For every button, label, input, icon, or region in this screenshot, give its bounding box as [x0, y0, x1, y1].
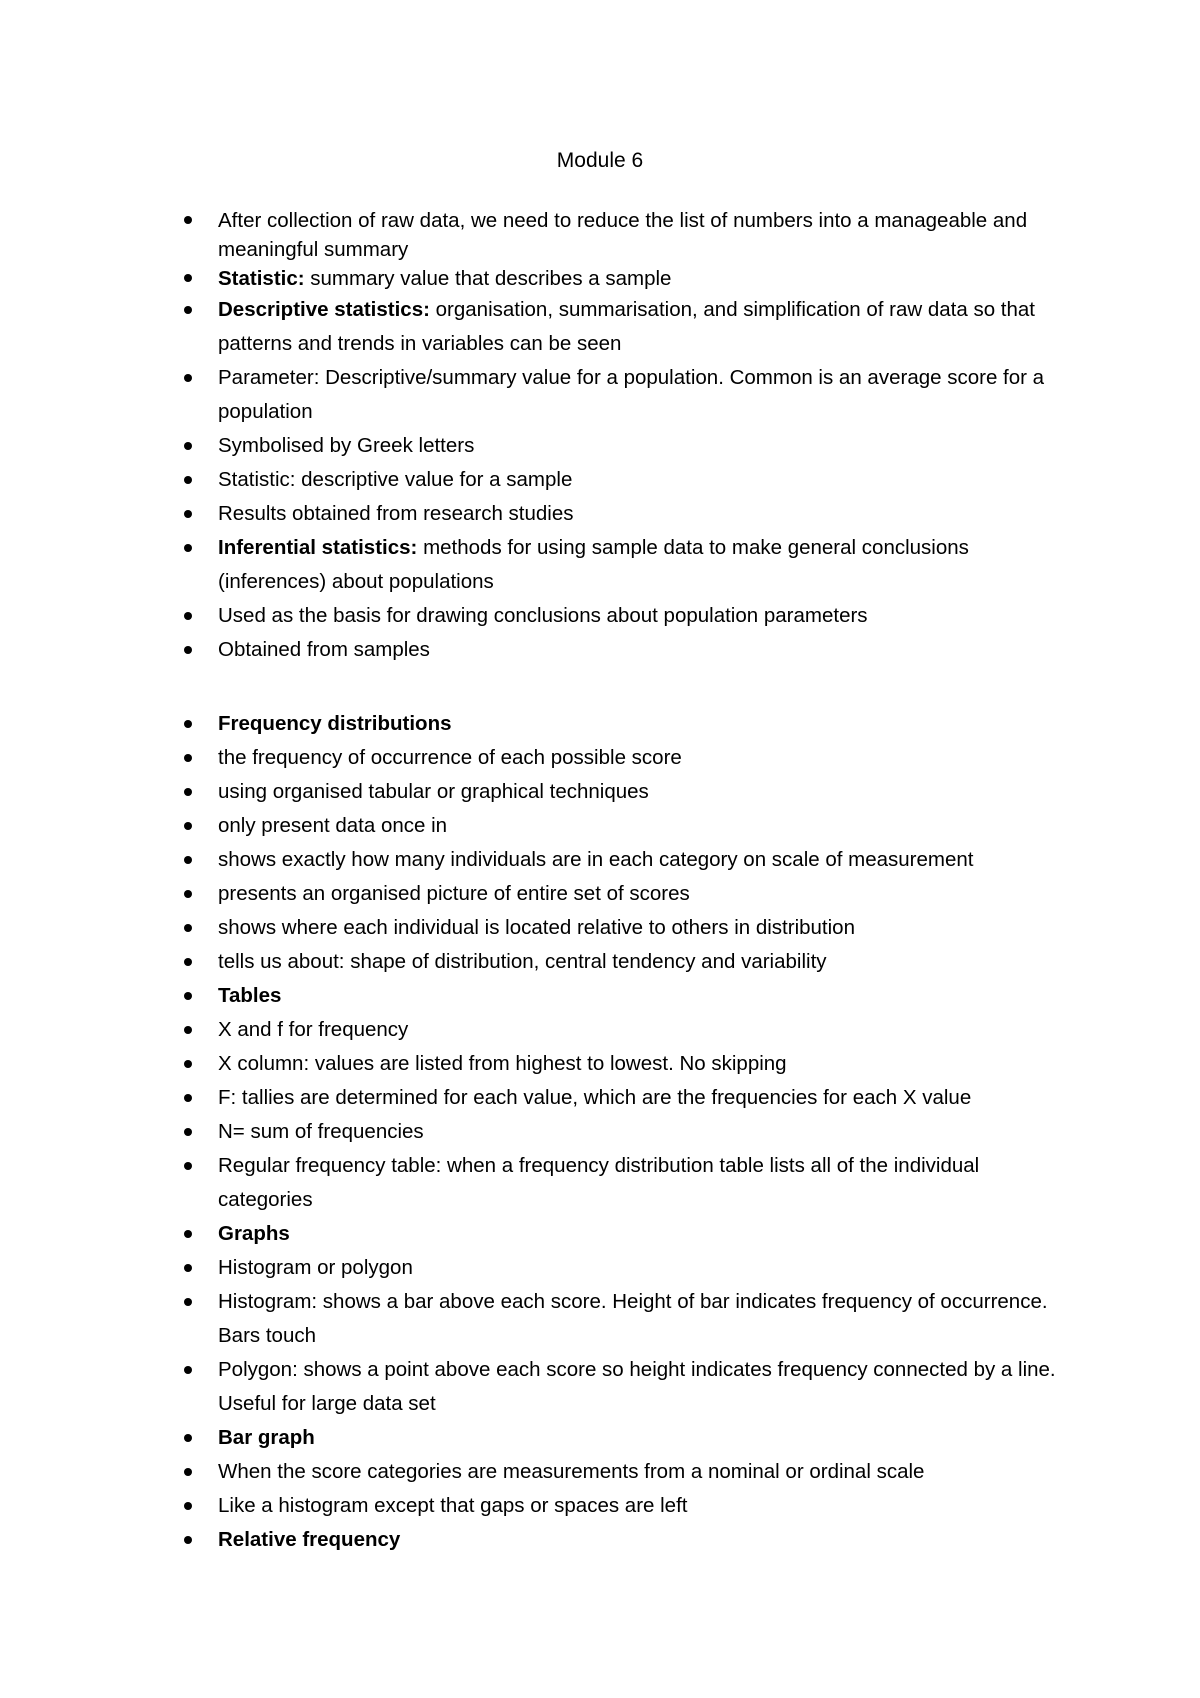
- list-item: [0, 599, 1200, 633]
- list-item: [0, 293, 1200, 361]
- item-term: Graphs: [218, 1222, 290, 1245]
- bullet-icon: [184, 720, 192, 728]
- bullet-icon: [184, 1434, 192, 1442]
- bullet-icon: [184, 1264, 192, 1272]
- item-text: F: tallies are determined for each value, which are the frequencies for each X value: [218, 1086, 972, 1109]
- list-item: [0, 1013, 1200, 1047]
- bullet-icon: [184, 510, 192, 518]
- list-item: [0, 1217, 1200, 1251]
- item-term: Bar graph: [218, 1426, 315, 1449]
- item-text: tells us about: shape of distribution, central tendency and variability: [218, 950, 827, 973]
- list-item: [0, 1251, 1200, 1285]
- item-term: Relative frequency: [218, 1528, 401, 1551]
- item-text: After collection of raw data, we need to reduce the list of numbers into a manageable and meaningful summary: [218, 209, 1028, 261]
- item-text: Like a histogram except that gaps or spaces are left: [218, 1494, 688, 1517]
- bullet-icon: [184, 1162, 192, 1170]
- bullet-icon: [184, 274, 192, 282]
- bullet-icon: [184, 788, 192, 796]
- list-item: [0, 741, 1200, 775]
- item-text: Polygon: shows a point above each score so height indicates frequency connected by a line. Useful for large data set: [218, 1358, 1056, 1415]
- bullet-icon: [184, 612, 192, 620]
- bullet-icon: [184, 476, 192, 484]
- list-item: [0, 775, 1200, 809]
- item-text: Statistic: descriptive value for a sample: [218, 468, 573, 491]
- bullet-icon: [184, 1536, 192, 1544]
- bullet-icon: [184, 1502, 192, 1510]
- bullet-icon: [184, 1060, 192, 1068]
- list-item: [0, 1421, 1200, 1455]
- list-item: [0, 429, 1200, 463]
- list-item: [0, 877, 1200, 911]
- item-text: Used as the basis for drawing conclusions about population parameters: [218, 604, 868, 627]
- list-item: [0, 1455, 1200, 1489]
- bullet-icon: [184, 754, 192, 762]
- item-term: Inferential statistics:: [218, 536, 418, 559]
- item-text: only present data once in: [218, 814, 448, 837]
- item-text: Histogram: shows a bar above each score. Height of bar indicates frequency of occurrence. Bars touch: [218, 1290, 1048, 1347]
- item-text: X column: values are listed from highest to lowest. No skipping: [218, 1052, 787, 1075]
- bullet-icon: [184, 374, 192, 382]
- item-text: using organised tabular or graphical techniques: [218, 780, 649, 803]
- bullet-icon: [184, 1366, 192, 1374]
- bullet-icon: [184, 1094, 192, 1102]
- bullet-icon: [184, 1230, 192, 1238]
- bullet-icon: [184, 890, 192, 898]
- list-item: [0, 264, 1200, 293]
- item-text: Symbolised by Greek letters: [218, 434, 475, 457]
- item-text: N= sum of frequencies: [218, 1120, 424, 1143]
- item-text: organisation, summarisation, and simplification of raw data so that patterns and trends in variables can be seen: [218, 298, 1035, 355]
- item-text: shows where each individual is located relative to others in distribution: [218, 916, 855, 939]
- list-item: [0, 843, 1200, 877]
- list-item: [0, 531, 1200, 599]
- bullet-icon: [184, 442, 192, 450]
- item-text: When the score categories are measurements from a nominal or ordinal scale: [218, 1460, 925, 1483]
- item-term: Statistic:: [218, 267, 305, 290]
- item-text: Regular frequency table: when a frequency distribution table lists all of the individual categories: [218, 1154, 980, 1211]
- item-text: Parameter: Descriptive/summary value for a population. Common is an average score for a population: [218, 366, 1045, 423]
- list-item: [0, 1081, 1200, 1115]
- bullet-icon: [184, 646, 192, 654]
- item-text: Obtained from samples: [218, 638, 430, 661]
- bullet-icon: [184, 924, 192, 932]
- item-text: presents an organised picture of entire set of scores: [218, 882, 690, 905]
- bullet-icon: [184, 1468, 192, 1476]
- page-title: Module 6: [556, 149, 644, 172]
- list-item: [0, 1149, 1200, 1217]
- list-item: [0, 1115, 1200, 1149]
- list-item: [0, 206, 1200, 264]
- bullet-icon: [184, 216, 192, 224]
- bullet-icon: [184, 544, 192, 552]
- item-text: Histogram or polygon: [218, 1256, 413, 1279]
- list-item: [0, 361, 1200, 429]
- list-item: [0, 1285, 1200, 1353]
- bullet-icon: [184, 1026, 192, 1034]
- list-item: [0, 463, 1200, 497]
- item-text: Results obtained from research studies: [218, 502, 574, 525]
- list-item: [0, 809, 1200, 843]
- bullet-icon: [184, 856, 192, 864]
- item-term: Tables: [218, 984, 282, 1007]
- list-item: [0, 707, 1200, 741]
- item-text: the frequency of occurrence of each possible score: [218, 746, 682, 769]
- item-text: X and f for frequency: [218, 1018, 409, 1041]
- list-item: [0, 911, 1200, 945]
- bullet-icon: [184, 992, 192, 1000]
- item-text: methods for using sample data to make general conclusions (inferences) about populations: [218, 536, 969, 593]
- item-text: shows exactly how many individuals are in each category on scale of measurement: [218, 848, 974, 871]
- list-item: [0, 1353, 1200, 1421]
- list-item: [0, 633, 1200, 667]
- bullet-icon: [184, 1128, 192, 1136]
- list-item: [0, 1489, 1200, 1523]
- bullet-list-statistics: [0, 206, 1200, 667]
- bullet-icon: [184, 1298, 192, 1306]
- list-item: [0, 497, 1200, 531]
- bullet-list-frequency: [0, 707, 1200, 1557]
- item-term: Descriptive statistics:: [218, 298, 430, 321]
- list-item: [0, 1523, 1200, 1557]
- bullet-icon: [184, 306, 192, 314]
- list-item: [0, 979, 1200, 1013]
- item-term: Frequency distributions: [218, 712, 452, 735]
- bullet-icon: [184, 958, 192, 966]
- item-text: summary value that describes a sample: [304, 267, 672, 290]
- list-item: [0, 945, 1200, 979]
- bullet-icon: [184, 822, 192, 830]
- list-item: [0, 1047, 1200, 1081]
